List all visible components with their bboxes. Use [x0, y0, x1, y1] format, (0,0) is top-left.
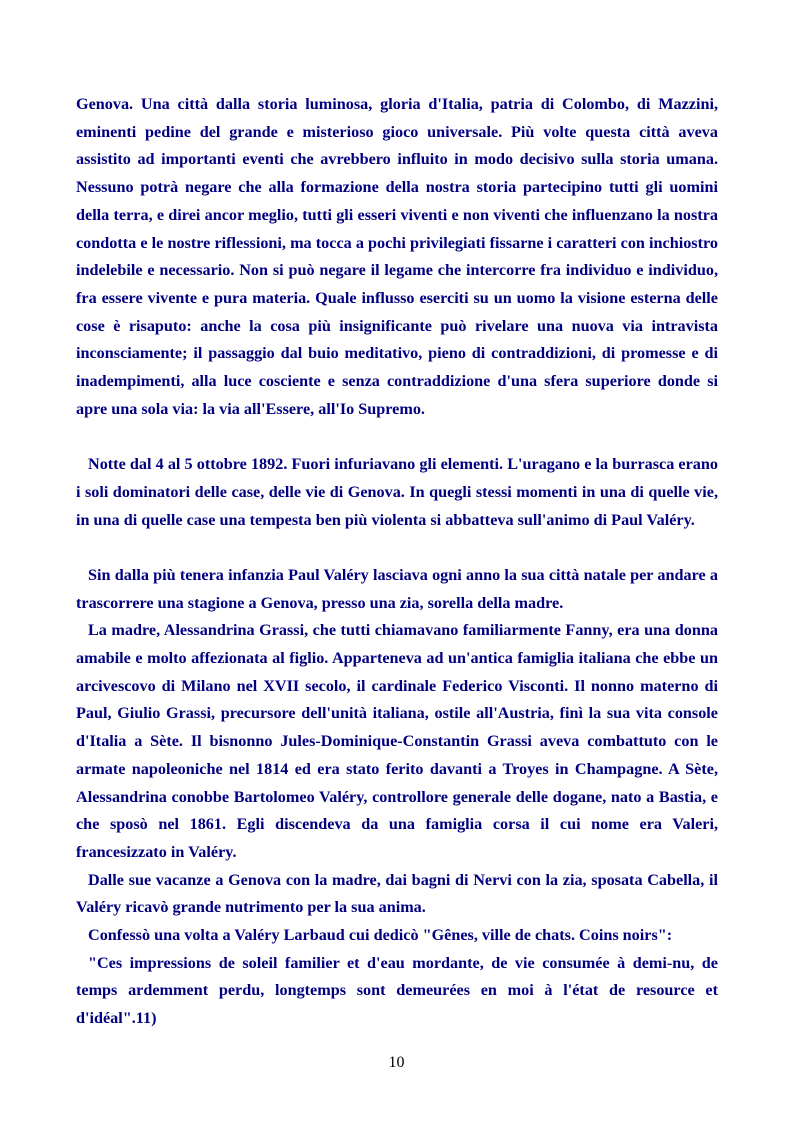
- paragraph-madre: La madre, Alessandrina Grassi, che tutti chiamavano familiarmente Fanny, era una donna amabile e molto affezionata al figlio. Apparteneva ad un'antica famiglia italiana che ebbe un arcivescovo di Milano nel XVII secolo, il cardinale Federico Visconti. Il nonno materno di Paul, Giulio Grassi, precursore dell'unità italiana, ostile all'Austria, finì la sua vita console d'Italia a Sète. Il bisnonno Jules-Dominique-Constantin Grassi aveva combattuto con le armate napoleoniche nel 1814 ed era stato ferito davanti a Troyes in Champagne. A Sète, Alessandrina conobbe Bartolomeo Valéry, controllore generale delle dogane, nato a Bastia, e che sposò nel 1861. Egli discendeva da una famiglia corsa il cui nome era Valeri, francesizzato in Valéry.: [76, 621, 718, 861]
- paragraph-infanzia: Sin dalla più tenera infanzia Paul Valéry lasciava ogni anno la sua città natale per andare a trascorrere una stagione a Genova, presso una zia, sorella della madre.: [76, 565, 718, 612]
- paragraph-gap: [76, 423, 718, 451]
- paragraph-genova: Genova. Una città dalla storia luminosa, gloria d'Italia, patria di Colombo, di Mazzini, eminenti pedine del grande e misterioso gioco universale. Più volte questa città aveva assistito ad importanti eventi che avrebbero influito in modo decisivo sulla storia umana. Nessuno potrà negare che alla formazione della nostra storia partecipino tutti gli uomini della terra, e direi ancor meglio, tutti gli esseri viventi e non viventi che influenzano la nostra condotta e le nostre riflessioni, ma tocca a pochi privilegiati fissarne i caratteri con inchiostro indelebile e necessario. Non si può negare il legame che intercorre fra individuo e individuo, fra essere vivente e pura materia. Quale influsso eserciti su un uomo la visione esterna delle cose è risaputo: anche la cosa più insignificante può rivelare una nuova via intravista inconsciamente; il passaggio dal buio meditativo, pieno di contraddizioni, di promesse e di inadempimenti, alla luce cosciente e senza contraddizione d'una sfera superiore donde si apre una sola via: la via all'Essere, all'Io Supremo.: [76, 95, 718, 418]
- body-text: [76, 91, 718, 1033]
- page-number: 10: [388, 1054, 405, 1071]
- paragraph-notte: Notte dal 4 al 5 ottobre 1892. Fuori infuriavano gli elementi. L'uragano e la burrasca erano i soli dominatori delle case, delle vie di Genova. In quegli stessi momenti in una di quelle vie, in una di quelle case una tempesta ben più violenta si abbatteva sull'animo di Paul Valéry.: [76, 455, 718, 529]
- paragraph-gap: [76, 534, 718, 562]
- paragraph-quote: "Ces impressions de soleil familier et d'eau mordante, de vie consumée à demi-nu, de temps ardemment perdu, longtemps sont demeurées en moi à l'état de resource et d'idéal".11): [76, 953, 718, 1028]
- paragraph-vacanze: Dalle sue vacanze a Genova con la madre, dai bagni di Nervi con la zia, sposata Cabella, il Valéry ricavò grande nutrimento per la sua anima.: [76, 870, 718, 917]
- paragraph-larbaud: Confessò una volta a Valéry Larbaud cui dedicò "Gênes, ville de chats. Coins noirs":: [88, 926, 673, 945]
